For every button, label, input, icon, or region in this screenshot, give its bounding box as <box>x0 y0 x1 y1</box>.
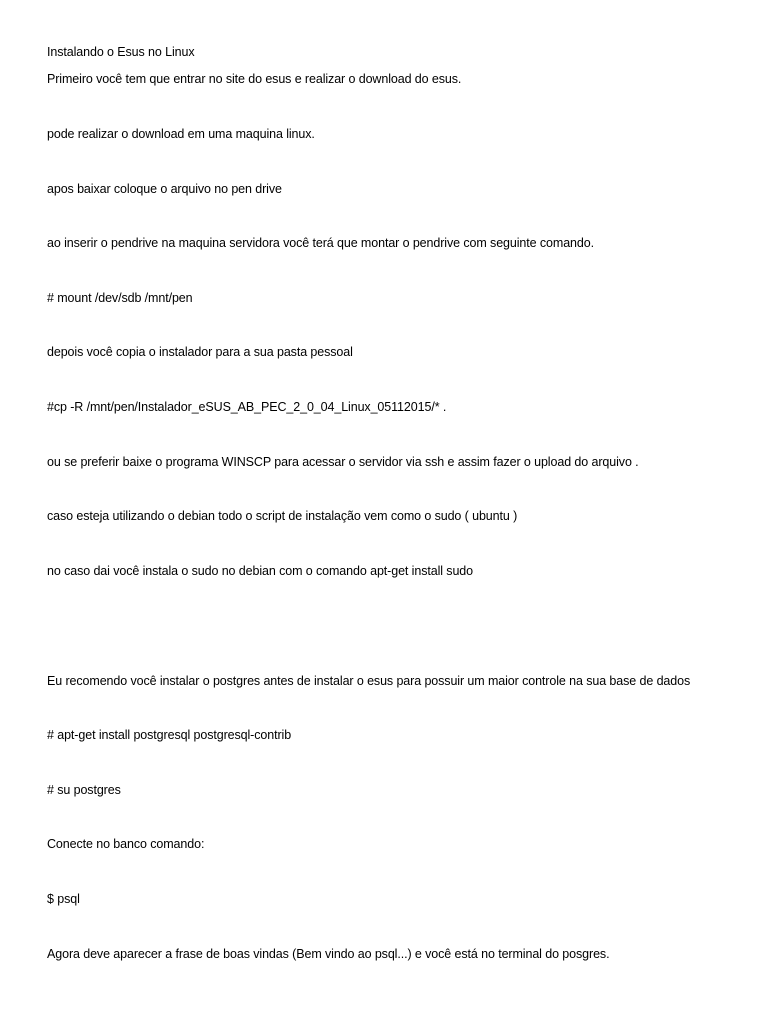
command-mount: # mount /dev/sdb /mnt/pen <box>47 291 193 305</box>
paragraph-welcome-message: Agora deve aparecer a frase de boas vindas (Bem vindo ao psql...) e você está no terminal do posgres. <box>47 947 610 961</box>
paragraph-copy-installer: depois você copia o instalador para a sua pasta pessoal <box>47 345 353 359</box>
document-title: Instalando o Esus no Linux <box>47 45 195 59</box>
paragraph-download-linux: pode realizar o download em uma maquina linux. <box>47 127 315 141</box>
command-su-postgres: # su postgres <box>47 783 121 797</box>
paragraph-download-site: Primeiro você tem que entrar no site do esus e realizar o download do esus. <box>47 72 462 86</box>
command-psql: $ psql <box>47 892 80 906</box>
paragraph-debian-sudo: caso esteja utilizando o debian todo o script de instalação vem como o sudo ( ubuntu ) <box>47 509 518 523</box>
command-apt-get-postgres: # apt-get install postgresql postgresql-contrib <box>47 728 292 742</box>
paragraph-install-sudo: no caso dai você instala o sudo no debian com o comando apt-get install sudo <box>47 564 474 578</box>
paragraph-pendrive: apos baixar coloque o arquivo no pen drive <box>47 182 282 196</box>
command-copy: #cp -R /mnt/pen/Instalador_eSUS_AB_PEC_2_0_04_Linux_05112015/* . <box>47 400 447 414</box>
paragraph-winscp: ou se preferir baixe o programa WINSCP para acessar o servidor via ssh e assim fazer o upload do arquivo . <box>47 455 639 469</box>
paragraph-connect-db: Conecte no banco comando: <box>47 837 205 851</box>
paragraph-postgres-recommendation: Eu recomendo você instalar o postgres antes de instalar o esus para possuir um maior controle na sua base de dados <box>47 674 691 688</box>
paragraph-mount-instructions: ao inserir o pendrive na maquina servidora você terá que montar o pendrive com seguinte comando. <box>47 236 594 250</box>
